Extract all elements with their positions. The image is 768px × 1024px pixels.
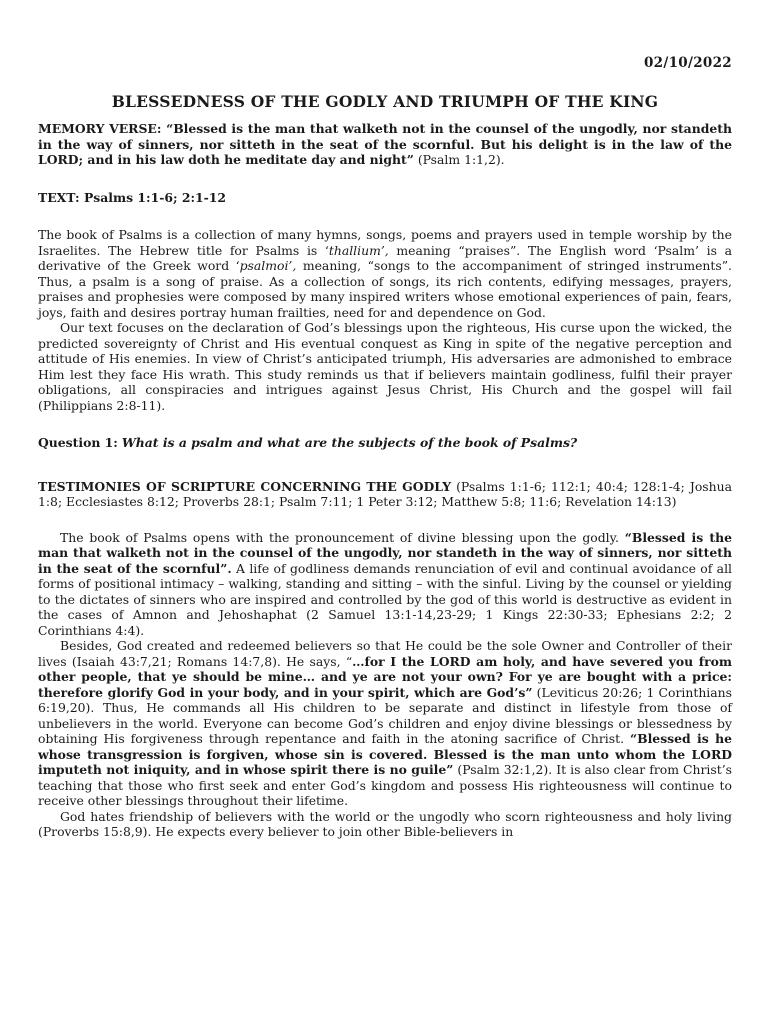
body-paragraph-2 bbox=[38, 638, 732, 809]
body-p2-text-c: (Psalm 32:1,2). It is also clear from Christ’s teaching that those who first seek and enter God’s kingdom and possess His righteousness will continue to receive other blessings throughout their lifetime. bbox=[38, 762, 732, 808]
body-paragraph-1 bbox=[38, 530, 732, 639]
body-p2-quote-1: …for I the LORD am holy, and have severed you from other people, that ye should be mine… and ye are not your own? For ye are bought with a price: therefore glorify God in your body, and in your spirit, which are God’s” bbox=[38, 653, 732, 700]
memory-verse-quote: “Blessed is the man that walketh not in the counsel of the ungodly, nor standeth in the way of sinners, nor sitteth in the seat of the scornful. But his delight is in the law of the LORD; and in his law doth he meditate day and night” bbox=[38, 121, 732, 167]
date: 02/10/2022 bbox=[643, 55, 732, 71]
text-reference: TEXT: Psalms 1:1-6; 2:1-12 bbox=[38, 189, 227, 205]
body-paragraph-3: God hates friendship of believers with the world or the ungodly who scorn righteousness and holy living (Proverbs 15:8,9). He expects every believer to join other Bible-believers in bbox=[38, 808, 732, 839]
section-refs: (Psalms 1:1-6; 112:1; 40:4; 128:1-4; Joshua 1:8; Ecclesiastes 8:12; Proverbs 28:1; Psalm 7:11; 1 Peter 3:12; Matthew 5:8; 11:6; Revelation 14:13) bbox=[38, 478, 732, 509]
memory-verse bbox=[38, 121, 732, 168]
intro-paragraph-2: Our text focuses on the declaration of God’s blessings upon the righteous, His curse upon the wicked, the predicted sovereignty of Christ and His eventual conquest as King in spite of the negative perception and attitude of His enemies. In view of Christ’s anticipated triumph, His adversaries are admonished to embrace Him lest they face His wrath. This study reminds us that if believers maintain godliness, fulfil their prayer obligations, all conspiracies and intrigues against Jesus Christ, His Church and the gospel will fail (Philippians 2:8-11). bbox=[38, 320, 732, 413]
body-p2-quote-2: “Blessed is he whose transgression is forgiven, whose sin is covered. Blessed is the man unto whom the LORD imputeth not iniquity, and in whose spirit there is no guile” bbox=[38, 731, 732, 777]
body-p1-text-a: The book of Psalms opens with the pronouncement of divine blessing upon the godly. bbox=[60, 529, 625, 545]
question-label: Question 1: bbox=[38, 435, 118, 450]
intro-paragraph-1 bbox=[38, 227, 732, 320]
intro-p1-text-b: meaning “praises”. The English word ‘Psalm’ is a derivative of the Greek word ‘ bbox=[38, 242, 732, 273]
question-text: What is a psalm and what are the subjects of the book of Psalms? bbox=[121, 435, 578, 450]
body-p1-text-b: A life of godliness demands renunciation of evil and continual avoidance of all forms of positional intimacy – walking, standing and sitting – with the sinful. Living by the counsel or yielding to the dictates of sinners who are inspired and controlled by the god of this world is destructive as evident in the cases of Amnon and Jehoshaphat (2 Samuel 13:1-14,23-29; 1 Kings 22:30-33; Ephesians 2:2; 2 Corinthians 4:4). bbox=[38, 560, 732, 638]
memory-verse-label: MEMORY VERSE: bbox=[38, 121, 162, 136]
body-p2-text-b: (Leviticus 20:26; 1 Corinthians 6:19,20). Thus, He commands all His children to be separate and distinct in lifestyle from those of unbelievers in the world. Everyone can become God’s children and enjoy divine blessings or blessedness by obtaining His forgiveness through repentance and faith in the atoning sacrifice of Christ. bbox=[38, 684, 732, 746]
question-1 bbox=[38, 435, 732, 451]
section-heading bbox=[38, 479, 732, 510]
intro-p1-psalmoi: psalmoi’, bbox=[239, 258, 297, 273]
intro-p1-text-c: meaning, “songs to the accompaniment of stringed instruments”. Thus, a psalm is a song of praise. As a collection of songs, its rich contents, edifying messages, prayers, praises and prophesies were composed by many inspired writers whose emotional experiences of pain, fears, joys, faith and desires portray human frailties, need for and dependence on God. bbox=[38, 258, 732, 320]
section-title: TESTIMONIES OF SCRIPTURE CONCERNING THE GODLY bbox=[38, 478, 452, 494]
body-p1-quote: “Blessed is the man that walketh not in the counsel of the ungodly, nor standeth in the way of sinners, nor sitteth in the seat of the scornful”. bbox=[38, 529, 732, 576]
body-p2-text-a: Besides, God created and redeemed believers so that He could be the sole Owner and Controller of their lives (Isaiah 43:7,21; Romans 14:7,8). He says, “ bbox=[38, 638, 732, 669]
page-title: BLESSEDNESS OF THE GODLY AND TRIUMPH OF THE KING bbox=[111, 91, 659, 111]
intro-p1-text-a: The book of Psalms is a collection of many hymns, songs, poems and prayers used in temple worship by the Israelites. The Hebrew title for Psalms is ‘ bbox=[38, 227, 732, 258]
document-page bbox=[38, 46, 732, 840]
intro-p1-thallium: thallium’, bbox=[328, 242, 389, 258]
memory-verse-ref: (Psalm 1:1,2). bbox=[413, 152, 505, 167]
